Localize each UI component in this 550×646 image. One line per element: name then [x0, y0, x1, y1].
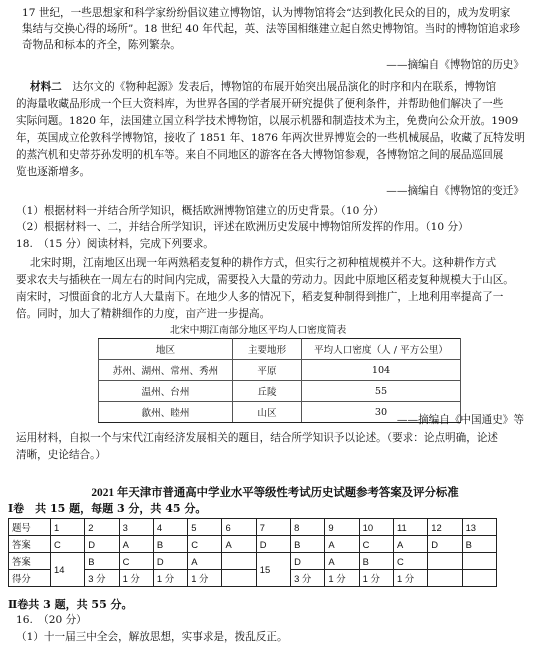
table-cell: B: [291, 536, 325, 553]
source-citation: ——摘编自《中国通史》等: [396, 414, 524, 426]
table-cell: A: [325, 536, 359, 553]
table-cell: 13: [462, 519, 496, 536]
table-cell: C: [51, 536, 85, 553]
table-cell: C: [188, 536, 222, 553]
table-cell: D: [291, 553, 325, 570]
table-cell: 104: [302, 360, 461, 381]
answer-line: （1）十一届三中全会，解放思想，实事求是，拨乱反正。: [16, 631, 288, 643]
question-item: （1）根据材料一并结合所学知识，概括欧洲博物馆建立的历史背景。（10 分）: [16, 205, 384, 217]
table-cell: [462, 553, 496, 570]
section-heading: Ⅰ卷 共 15 题，每题 3 分，共 45 分。: [8, 502, 207, 515]
table-cell: 30: [302, 402, 461, 423]
table-cell: 3: [119, 519, 153, 536]
material-text: 达尔文的《物种起源》发表后，博物馆的布展开始突出展品演化的时序和内在联系，博物馆: [72, 81, 497, 93]
table-cell: 1: [51, 519, 85, 536]
population-density-table: [98, 338, 461, 423]
table-cell: 55: [302, 381, 461, 402]
table-caption: 北宋中期江南部分地区平均人口密度简表: [170, 325, 347, 336]
source-citation: ——摘编自《博物馆的历史》: [386, 59, 524, 71]
table-cell: B: [153, 536, 187, 553]
table-cell: 1 分: [188, 570, 222, 587]
table-cell: B: [359, 553, 393, 570]
table-cell: 4: [153, 519, 187, 536]
text-line: 年，英国成立伦敦科学博物馆，接收了 1851 年、1876 年两次世界博览会的一些机械展品，收藏了瓦特发明: [16, 132, 525, 144]
table-cell: 12: [428, 519, 462, 536]
answer-heading: 16. （20 分）: [16, 614, 87, 626]
table-cell: 1 分: [325, 570, 359, 587]
table-cell: 10: [359, 519, 393, 536]
text-line: 清晰，史论结合。）: [16, 449, 107, 461]
table-cell: C: [119, 553, 153, 570]
table-cell: 2: [85, 519, 119, 536]
text-line: [30, 80, 496, 94]
table-cell: [428, 553, 462, 570]
text-line: 集结与交换心得的场所”。18 世纪 40 年代起，英、法等国相继建立起自然史博物馆。当时的博物馆追求珍: [22, 23, 521, 35]
table-cell: [462, 570, 496, 587]
text-line: 南宋时，习惯面食的北方人大量南下。在地少人多的情况下，稻麦复种制得到推广，上地利用率提高了一: [16, 291, 504, 303]
table-cell: [428, 570, 462, 587]
table-cell: 歙州、睦州: [99, 402, 233, 423]
table-cell: D: [85, 536, 119, 553]
table-row: [9, 536, 497, 553]
table-header: 平均人口密度（人 / 平方公里）: [302, 339, 461, 360]
table-cell: 6: [222, 519, 256, 536]
source-citation: ——摘编自《博物馆的变迁》: [386, 185, 524, 197]
table-cell: C: [359, 536, 393, 553]
table-cell: D: [428, 536, 462, 553]
table-cell: A: [222, 536, 256, 553]
table-cell: 答案: [9, 536, 51, 553]
table-cell: 11: [393, 519, 427, 536]
question-item: （2）根据材料一、二，并结合所学知识，评述在欧洲历史发展中博物馆所发挥的作用。（10 分）: [16, 221, 469, 233]
table-cell: D: [153, 553, 187, 570]
table-cell-merged: 15: [256, 553, 290, 587]
table-cell: D: [256, 536, 290, 553]
table-cell: 题号: [9, 519, 51, 536]
table-cell: A: [325, 553, 359, 570]
section-heading: Ⅱ卷共 3 题，共 55 分。: [8, 598, 133, 611]
table-row: [9, 553, 497, 570]
text-line: 实际问题。1820 年，法国建立国立科学技术博物馆，以展示机器和制造技术为主，免费向公众开放。1909: [16, 115, 519, 127]
text-line: 的蒸汽机和史蒂芬孙发明的机车等。来自不同地区的游客在各大博物馆参观，各博物馆之间的展品巡回展: [16, 149, 504, 161]
text-line: 览也逐渐增多。: [16, 166, 91, 178]
table-row: [9, 519, 497, 536]
table-cell: 1 分: [153, 570, 187, 587]
table-cell: [222, 570, 256, 587]
table-cell: 温州、台州: [99, 381, 233, 402]
table-cell: 9: [325, 519, 359, 536]
table-cell: 得分: [9, 570, 51, 587]
text-line: 倍。同时，加大了精耕细作的力度，亩产进一步提高。: [16, 308, 271, 320]
text-line: 北宋时期，江南地区出现一年两熟稻麦复种的耕作方式，但实行之初种植规模并不大。这种耕作方式: [30, 257, 497, 269]
text-line: 的海量收藏品形成一个巨大资料库，为世界各国的学者展开研究提供了便利条件，并帮助他们解决了一些: [16, 98, 504, 110]
table-cell: 平原: [233, 360, 302, 381]
table-cell: 5: [188, 519, 222, 536]
table-cell: 苏州、湖州、常州、秀州: [99, 360, 233, 381]
table-header: 主要地形: [233, 339, 302, 360]
table-cell: A: [188, 553, 222, 570]
table-cell: 1 分: [359, 570, 393, 587]
table-cell: [222, 553, 256, 570]
table-cell: 山区: [233, 402, 302, 423]
table-row: [99, 360, 461, 381]
table-cell: 3 分: [291, 570, 325, 587]
answer-table: [8, 518, 497, 587]
text-line: 运用材料，自拟一个与宋代江南经济发展相关的题目，结合所学知识予以论述。（要求：论点明确，论述: [16, 432, 499, 444]
table-row: [99, 381, 461, 402]
table-cell: 3 分: [85, 570, 119, 587]
table-cell: B: [462, 536, 496, 553]
table-header: 地区: [99, 339, 233, 360]
text-line: 17 世纪，一些思想家和科学家纷纷倡议建立博物馆，认为博物馆将会“达到教化民众的目的，成为发明家: [22, 7, 511, 19]
table-cell: B: [85, 553, 119, 570]
answer-key-title: 2021 年天津市普通高中学业水平等级性考试历史试题参考答案及评分标准: [91, 487, 459, 499]
table-cell: 丘陵: [233, 381, 302, 402]
table-cell: A: [119, 536, 153, 553]
table-cell: C: [393, 553, 427, 570]
question-heading: 18. （15 分）阅读材料，完成下列要求。: [16, 238, 214, 250]
table-cell: 7: [256, 519, 290, 536]
table-cell: 8: [291, 519, 325, 536]
table-cell: A: [393, 536, 427, 553]
table-cell: 1 分: [393, 570, 427, 587]
table-cell-merged: 14: [51, 553, 85, 587]
table-header-row: [99, 339, 461, 360]
text-line: 奇物品和标本的齐全，陈列繁杂。: [22, 39, 181, 51]
material-label: 材料二: [30, 81, 62, 93]
table-cell: 答案: [9, 553, 51, 570]
text-line: 要求农夫与插秧在一周左右的时间内完成，需要投入大量的劳动力。因此中原地区稻麦复种规模大于山区。: [16, 274, 514, 286]
table-cell: 1 分: [119, 570, 153, 587]
